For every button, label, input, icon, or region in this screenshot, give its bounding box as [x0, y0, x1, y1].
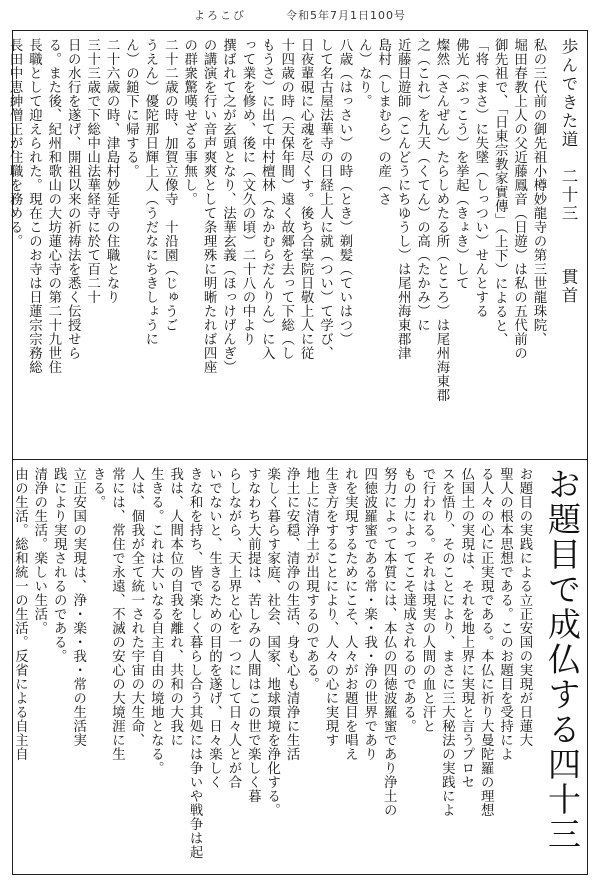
text-column: る。また後、紀州和歌山の大坊蓮心寺の第二十九世住	[45, 38, 61, 374]
publication-name: よろこび	[194, 9, 246, 22]
text-column: すなわち大前提は、苦しみの人間はこの世で楽しく暮	[245, 467, 261, 803]
text-column: 努力によって本質には、本仏の四徳波羅蜜であり浄土の	[381, 467, 397, 817]
text-column: 三十三歳で下総中山法華経寺に於て百二十	[84, 38, 100, 304]
issue-date: 令和5年7月1日100号	[286, 9, 406, 22]
text-column: 堀田春教上人の父近藤鳳音（日遊）は私の五代前の	[511, 38, 527, 360]
text-column: ん）なり。	[356, 38, 372, 108]
text-column: ん）の鎚下に帰する。	[123, 38, 139, 178]
text-column: で行われる。それは現実の人間の血と汗と	[419, 467, 435, 733]
section-divider	[12, 459, 588, 460]
text-column: 人は、個我が全て統一された宇宙の大生命、	[128, 467, 144, 747]
text-column: 我は、人間本位の自我を離れ、共和の大我に	[167, 467, 183, 747]
text-column: 佛光（ぶっこう）を挙起（きょき）して	[453, 38, 469, 290]
text-column: きる。	[90, 467, 106, 509]
text-column: 撰ばれて之が玄頭となり、法華玄義（ほっけげんぎ）	[220, 38, 236, 374]
text-column: 御先祖で、「日東宗教家實傳」（上下）によると、	[492, 38, 508, 347]
text-column: 四徳波羅蜜である常・楽・我・浄の世界であり	[361, 467, 377, 761]
text-column: 常には、常住で永遠、不滅の安心の大境涯に生	[109, 467, 125, 761]
text-column: 地上に清浄土が出現するのである。	[303, 467, 319, 691]
text-column: 「将（まさ）に失墜（しっつい）せんとする	[472, 38, 488, 318]
text-column: 之（これ）を九天（くてん）の高（たかみ）に	[414, 38, 430, 332]
text-column: 清浄の生活。楽しい生活。	[31, 467, 47, 635]
text-column: 由の生活。総和統一の生活。反省による自主自	[12, 467, 28, 761]
text-column: 燦然（さんぜん）たらしめたる所（ところ）は尾州海東郡	[433, 38, 449, 402]
text-column: いでないと、生きるための目的を遂げ、日々楽しく	[206, 467, 222, 789]
text-column: 仏国土の実現は、それを地上界に実現と言うプロセ	[458, 467, 474, 789]
series-title-block	[554, 38, 582, 452]
article-title: お題目で成仏する四十三	[543, 467, 582, 852]
text-column: らしながら、天上界と心を一つにして日々人とが合	[225, 467, 241, 789]
text-column: もの力によってこそ達成されるのである。	[400, 467, 416, 733]
text-column: もうさ）に出て中村檀林（なかむらだんりん）に入	[259, 38, 275, 360]
page-header	[0, 0, 600, 30]
author-name: 貫首	[559, 268, 578, 305]
text-column: 日夜輩硯に心魂を尽くす。後ち合掌院日敬上人に従	[298, 38, 314, 360]
text-column: 十四歳の時（天保年間）遠く故郷を去って下総（し	[278, 38, 294, 360]
text-column: 践により実現されるのである。	[51, 467, 67, 663]
top-article-body	[5, 38, 548, 452]
text-column: 長田中恵紳僧正が住職を務める。	[7, 38, 23, 248]
text-column: 生き方をすることにより、人々の心に実現す	[322, 467, 338, 747]
text-column: れを実現するためにこそ、人々がお題目を唱え	[342, 467, 358, 761]
text-column: 二十六歳の時、津島村妙延寺の住職となり	[104, 38, 120, 304]
text-column: 島村（しまむら）の産（さ	[375, 38, 391, 206]
text-column: 楽しく暮らす家庭、社会、国家、地球環境を浄化する。	[264, 467, 280, 817]
text-column: 日の水行を遂げ、開祖以来の祈祷法を悉く伝授せら	[65, 38, 81, 360]
text-column: 立正安国の実現は、浄・楽・我・常の生活実	[70, 467, 86, 747]
text-column: 八歳（はっさい）の時（とき）剃髪（ていはつ）	[336, 38, 352, 346]
text-column: の講演を行い音声爽爽として条理殊に明晰たれば四座	[201, 38, 217, 374]
text-column: る人々の心に正実現である。本仏に祈り大曼陀羅の理想	[478, 467, 494, 817]
text-column: 二十二歳の時、加賀立像寺 十沿園（じゅうご	[162, 38, 178, 332]
text-column: 長職として迎えられた。現在このお寺は日蓮宗宗務総	[26, 38, 42, 374]
text-column: お題目の実践による立正安国の実現が日蓮大	[517, 467, 532, 747]
text-column: 浄土に安穏、清浄の生活、身も心も清浄に生活	[284, 467, 300, 761]
text-column: スを悟り、そのことにより、まさに三大秘法の実践によ	[439, 467, 455, 817]
bottom-article	[12, 467, 582, 870]
text-column: うえん）優陀那日輝上人（うだなにちきしょうに	[142, 38, 158, 346]
text-column: きな和を持ち、皆で楽しく暮らし合う其処には争いや戦争は起	[187, 467, 203, 859]
text-column: 近藤日遊師（こんどうにちゆうし）は尾州海東郡津	[395, 38, 411, 360]
text-column: の群衆驚嘆せざる事無し。	[181, 38, 197, 206]
bottom-article-body	[10, 467, 534, 870]
text-column: 私の三代前の御先祖小樽妙龍寺の第三世龍珠院、	[531, 38, 546, 346]
series-title: 歩んできた道 二十三	[559, 38, 578, 223]
text-column: 生きる。これは大いなる自主自由の境地となる。	[148, 467, 164, 775]
top-article	[7, 38, 582, 452]
text-column: 聖人の根本思想である。このお題目を受持によ	[497, 467, 513, 761]
text-column: して名古屋法華寺の日経上人に就（つい）て学び、	[317, 38, 333, 360]
text-column: って業を修め、後に（文久の頃）二十八の中より	[239, 38, 255, 346]
